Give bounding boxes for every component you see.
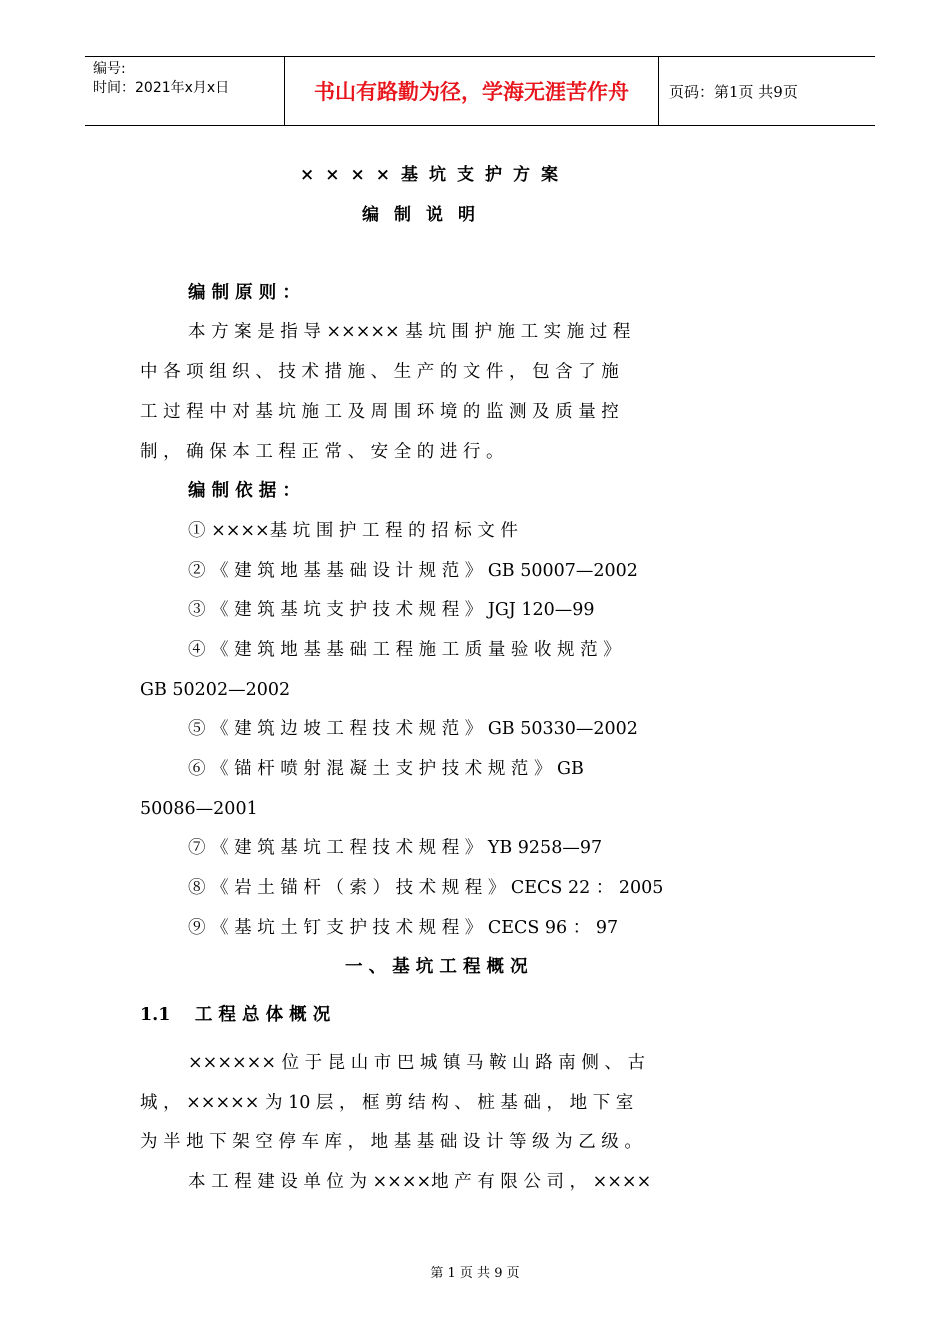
page-footer: 第 1 页 共 9 页 bbox=[430, 1266, 520, 1281]
basis-item-8: ⑧ 《 岩 土 锚 杆 （ 索 ） 技 术 规 程 》 CECS 22 ： 2005 bbox=[188, 878, 664, 898]
page-header bbox=[85, 56, 875, 126]
overview-line-3: 为 半 地 下 架 空 停 车 库 ， 地 基 基 础 设 计 等 级 为 乙 级 。 bbox=[140, 1132, 642, 1152]
basis-item-4-code: GB 50202—2002 bbox=[140, 680, 291, 700]
subsection-heading: 1.1 工 程 总 体 概 况 bbox=[140, 1005, 331, 1025]
basis-heading: 编 制 依 据 ： bbox=[188, 481, 300, 501]
overview-line-2: 城 ， ××××× 为 10 层 ， 框 剪 结 构 、 桩 基 础 ， 地 下 室 bbox=[140, 1093, 634, 1113]
basis-item-4: ④ 《 建 筑 地 基 基 础 工 程 施 工 质 量 验 收 规 范 》 bbox=[188, 640, 621, 660]
overview-line-4: 本 工 程 建 设 单 位 为 ××××地 产 有 限 公 司 ， ×××× bbox=[188, 1172, 652, 1192]
principle-heading: 编 制 原 则 ： bbox=[188, 283, 300, 303]
header-motto: 书山有路勤为径，学海无涯苦作舟 bbox=[285, 57, 659, 125]
header-page-label: 页码：第1页 共9页 bbox=[669, 82, 798, 101]
overview-line-1: ×××××× 位 于 昆 山 市 巴 城 镇 马 鞍 山 路 南 侧 、 古 bbox=[188, 1053, 645, 1073]
basis-item-6-code: 50086—2001 bbox=[140, 799, 258, 819]
basis-item-7: ⑦ 《 建 筑 基 坑 工 程 技 术 规 程 》 YB 9258—97 bbox=[188, 838, 603, 858]
principle-line-4: 制 ， 确 保 本 工 程 正 常 、 安 全 的 进 行 。 bbox=[140, 442, 504, 462]
document-time-label: 时间：2021年x月x日 bbox=[93, 80, 230, 96]
basis-item-3: ③ 《 建 筑 基 坑 支 护 技 术 规 程 》 JGJ 120—99 bbox=[188, 600, 595, 620]
basis-item-9: ⑨ 《 基 坑 土 钉 支 护 技 术 规 程 》 CECS 96 ： 97 bbox=[188, 918, 619, 938]
basis-item-2: ② 《 建 筑 地 基 基 础 设 计 规 范 》 GB 50007—2002 bbox=[188, 561, 638, 581]
basis-item-6: ⑥ 《 锚 杆 喷 射 混 凝 土 支 护 技 术 规 范 》 GB bbox=[188, 759, 584, 779]
document-subtitle: 编制说明 bbox=[362, 205, 490, 225]
principle-line-2: 中 各 项 组 织 、 技 术 措 施 、 生 产 的 文 件 ， 包 含 了 施 bbox=[140, 362, 619, 382]
section-heading: 一 、 基 坑 工 程 概 况 bbox=[345, 957, 528, 977]
principle-line-1: 本 方 案 是 指 导 ××××× 基 坑 围 护 施 工 实 施 过 程 bbox=[188, 322, 631, 342]
document-number-label: 编号: bbox=[93, 61, 126, 77]
header-meta bbox=[85, 57, 285, 125]
document-title: ××××基坑支护方案 bbox=[300, 165, 569, 185]
basis-item-5: ⑤ 《 建 筑 边 坡 工 程 技 术 规 范 》 GB 50330—2002 bbox=[188, 719, 638, 739]
principle-line-3: 工 过 程 中 对 基 坑 施 工 及 周 围 环 境 的 监 测 及 质 量 控 bbox=[140, 402, 619, 422]
basis-item-1: ① ××××基 坑 围 护 工 程 的 招 标 文 件 bbox=[188, 521, 518, 541]
